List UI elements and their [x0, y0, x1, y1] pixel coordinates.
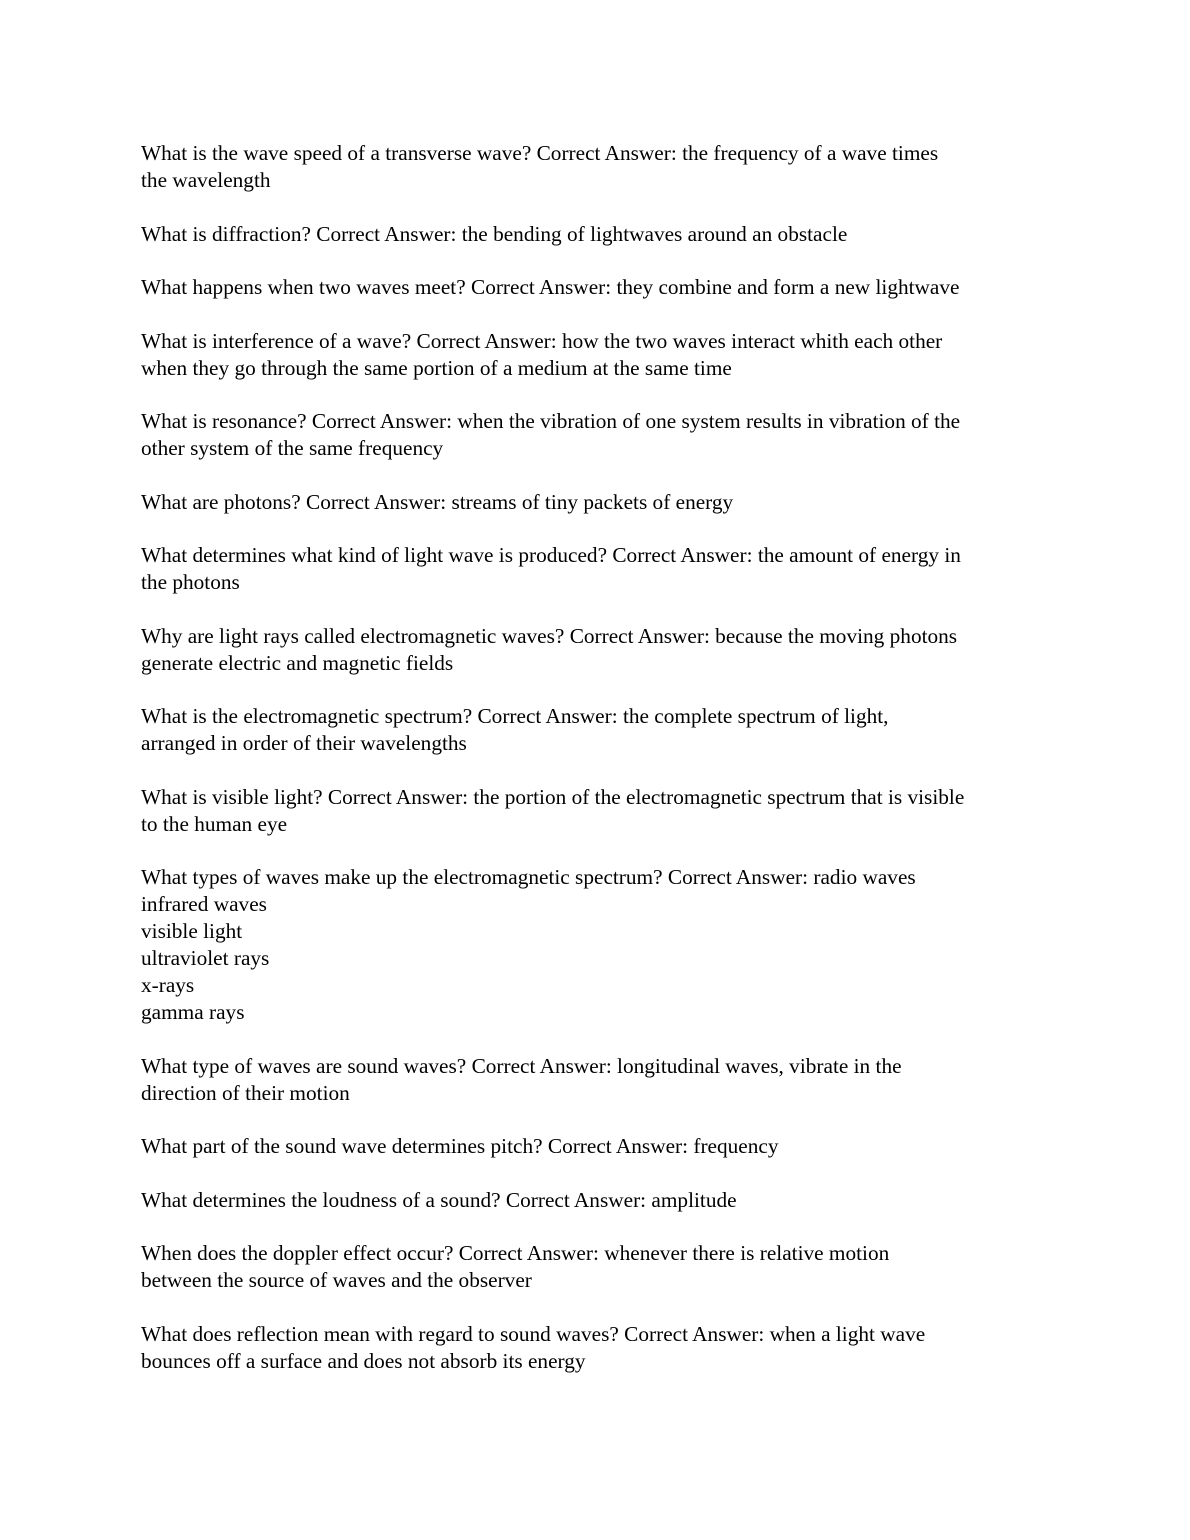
- qa-item-7: What determines what kind of light wave is produced? Correct Answer: the amount of energy in the photons: [141, 543, 961, 594]
- qa-item-13: What part of the sound wave determines pitch? Correct Answer: frequency: [141, 1134, 779, 1158]
- qa-item-8: Why are light rays called electromagnetic waves? Correct Answer: because the moving photons generate electric and magnetic fields: [141, 623, 958, 675]
- qa-item-15: When does the doppler effect occur? Correct Answer: whenever there is relative motion between the source of waves and the observer: [141, 1241, 890, 1292]
- qa-item-6: What are photons? Correct Answer: streams of tiny packets of energy: [141, 489, 734, 514]
- qa-item-14: What determines the loudness of a sound? Correct Answer: amplitude: [141, 1187, 737, 1212]
- qa-item-3: What happens when two waves meet? Correct Answer: they combine and form a new lightwave: [141, 275, 960, 299]
- qa-item-11: What types of waves make up the electromagnetic spectrum? Correct Answer: radio waves infrared waves visible light ultraviolet rays x-rays gamma rays: [141, 865, 916, 1024]
- qa-item-9: What is the electromagnetic spectrum? Correct Answer: the complete spectrum of light, arranged in order of their wavelengths: [141, 704, 889, 755]
- qa-item-5: What is resonance? Correct Answer: when the vibration of one system results in vibration of the other system of the same frequency: [141, 409, 961, 460]
- qa-item-1: What is the wave speed of a transverse wave? Correct Answer: the frequency of a wave times the wavelength: [141, 141, 939, 192]
- qa-list: [141, 140, 1056, 1401]
- qa-item-10: What is visible light? Correct Answer: the portion of the electromagnetic spectrum that is visible to the human eye: [141, 784, 965, 836]
- qa-item-4: What is interference of a wave? Correct Answer: how the two waves interact whith each other when they go through the same portion of a medium at the same time: [141, 328, 943, 380]
- qa-item-12: What type of waves are sound waves? Correct Answer: longitudinal waves, vibrate in the direction of their motion: [141, 1053, 902, 1105]
- qa-item-2: What is diffraction? Correct Answer: the bending of lightwaves around an obstacle: [141, 221, 848, 246]
- qa-item-16: What does reflection mean with regard to sound waves? Correct Answer: when a light wave bounces off a surface and does not absorb its energy: [141, 1321, 926, 1373]
